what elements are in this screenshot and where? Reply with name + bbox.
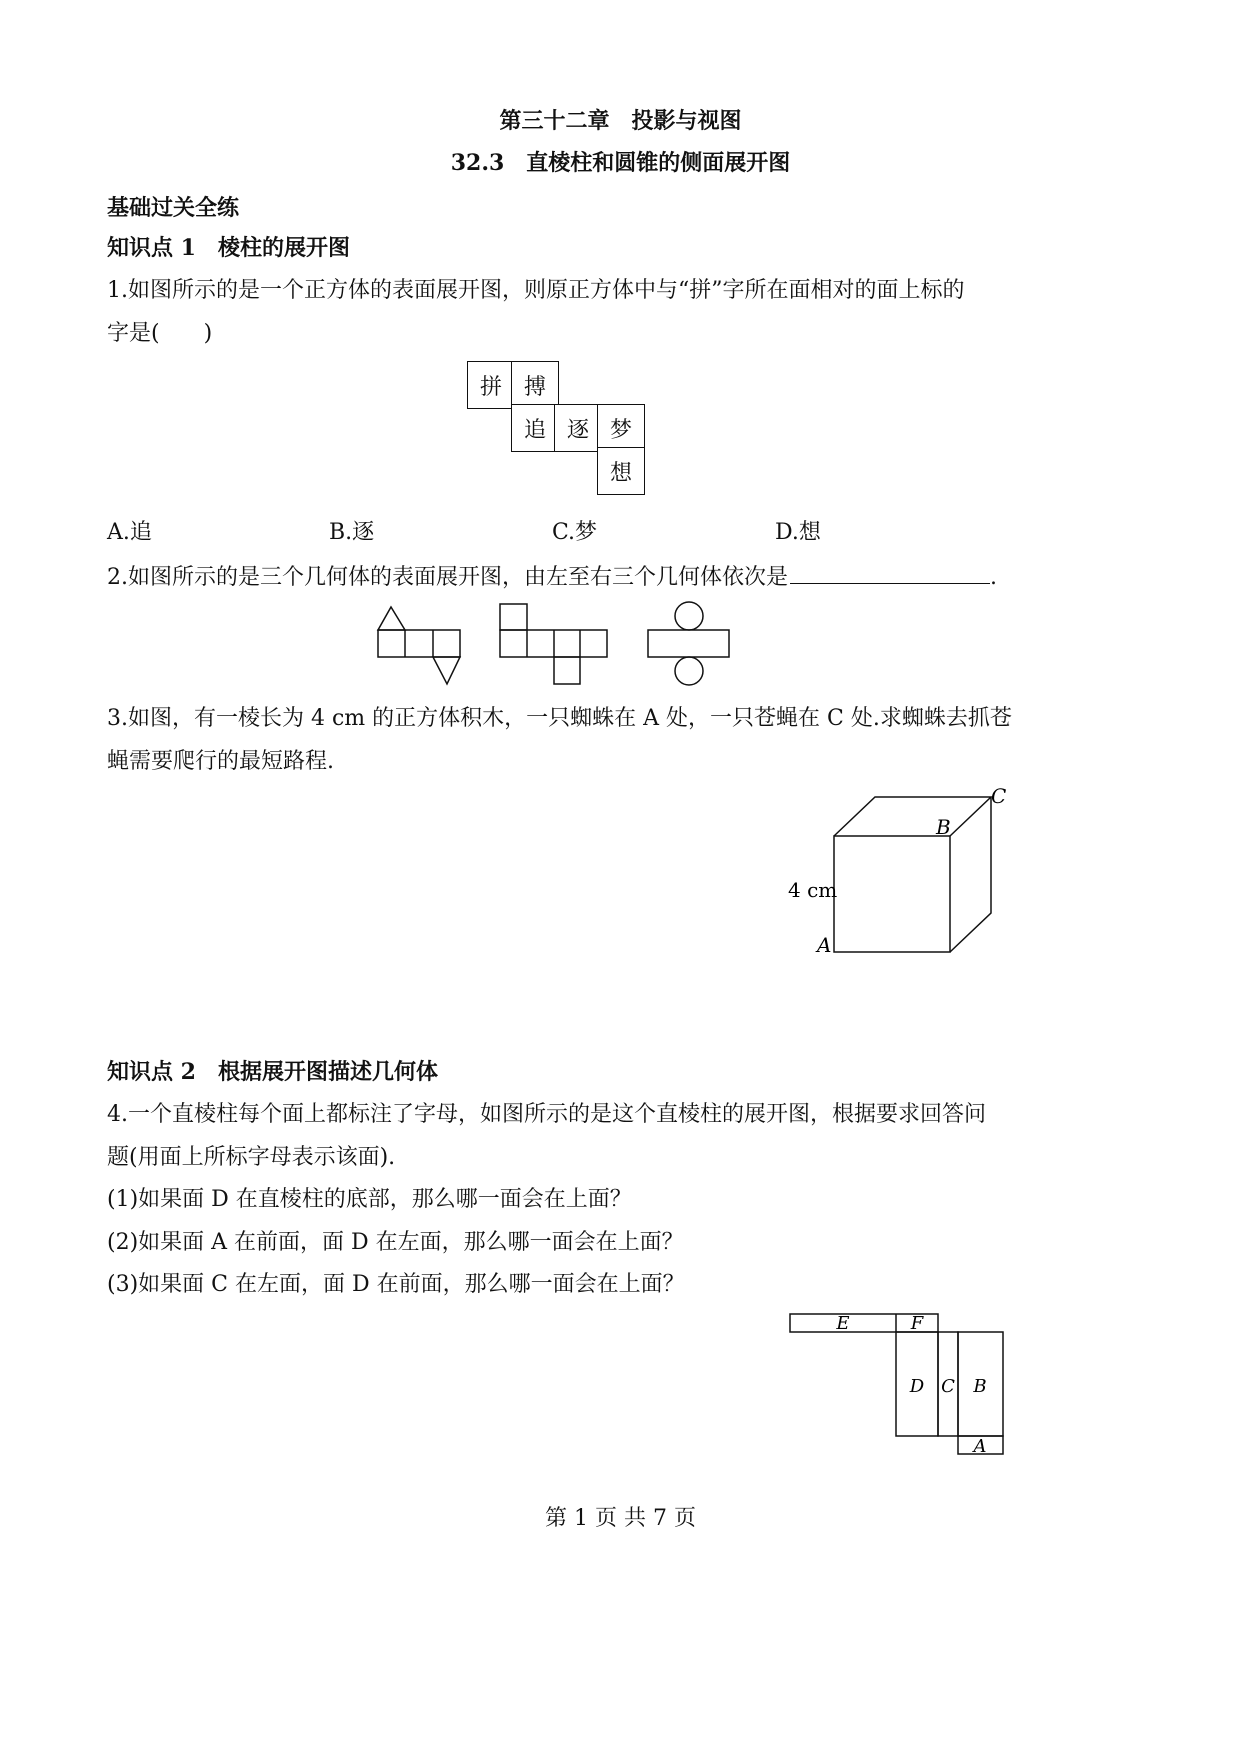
face-c: C [941, 1376, 955, 1397]
page-footer: 第 1 页 共 7 页 [545, 1506, 696, 1531]
net-cell: 追 [511, 404, 559, 452]
option-c: C.梦 [552, 520, 598, 545]
question-3-text: 3.如图，有一棱长为 4 cm 的正方体积木，一只蜘蛛在 A 处，一只苍蝇在 C 处.求蜘蛛去抓苍 [107, 706, 1012, 731]
section-title: 32.3 直棱柱和圆锥的侧面展开图 [450, 150, 791, 176]
question-3-text-2: 蝇需要爬行的最短路程. [107, 749, 334, 774]
question-1-text-2: 字是( ) [107, 321, 213, 346]
question-1-text: 1.如图所示的是一个正方体的表面展开图，则原正方体中与“拼”字所在面相对的面上标的 [107, 278, 965, 303]
option-a: A.追 [107, 520, 152, 545]
face-b: B [973, 1376, 987, 1397]
question-4-sub-2: (2)如果面 A 在前面，面 D 在左面，那么哪一面会在上面？ [107, 1230, 684, 1255]
knowledge-point-1: 知识点 1 棱柱的展开图 [107, 235, 350, 261]
face-f: F [910, 1313, 924, 1334]
face-a: A [973, 1436, 987, 1457]
face-d: D [909, 1376, 925, 1397]
net-cell: 想 [597, 447, 645, 495]
label-a: A [817, 933, 832, 957]
net-cell: 梦 [597, 404, 645, 452]
option-d: D.想 [775, 520, 821, 545]
edge-length-label: 4 cm [788, 878, 838, 902]
question-2-stem: 2.如图所示的是三个几何体的表面展开图，由左至右三个几何体依次是 [107, 565, 788, 590]
question-4-text: 4.一个直棱柱每个面上都标注了字母，如图所示的是这个直棱柱的展开图，根据要求回答问 [107, 1102, 986, 1127]
question-4-text-2: 题(用面上所标字母表示该面). [107, 1145, 396, 1170]
face-e: E [836, 1313, 850, 1334]
net-cell: 拼 [467, 361, 515, 409]
label-c: C [991, 784, 1007, 808]
option-b: B.逐 [329, 520, 375, 545]
practice-title: 基础过关全练 [107, 195, 240, 221]
question-2-end: . [990, 565, 997, 590]
question-4-sub-3: (3)如果面 C 在左面，面 D 在前面，那么哪一面会在上面？ [107, 1272, 685, 1297]
knowledge-point-2: 知识点 2 根据展开图描述几何体 [107, 1059, 438, 1085]
net-cell: 搏 [511, 361, 559, 409]
chapter-title: 第三十二章 投影与视图 [499, 108, 742, 134]
label-b: B [936, 815, 951, 839]
net-cell: 逐 [554, 404, 602, 452]
question-4-sub-1: (1)如果面 D 在直棱柱的底部，那么哪一面会在上面？ [107, 1187, 632, 1212]
